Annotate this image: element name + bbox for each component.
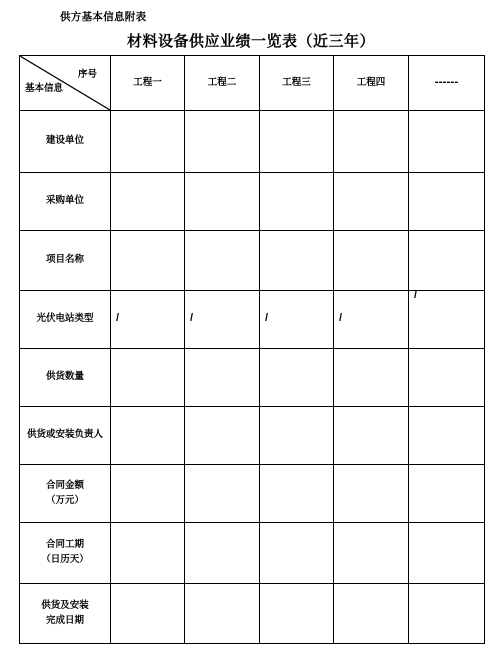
- row-label-pv-station-type: 光伏电站类型: [20, 291, 111, 349]
- row-label-completion-date: 供货及安装 完成日期: [20, 584, 111, 644]
- table-row: [20, 231, 485, 291]
- table-row: [20, 349, 485, 407]
- supply-performance-table: [19, 55, 485, 644]
- row-label-purchasing-unit: 采购单位: [20, 173, 111, 231]
- row-label-contract-amount: 合同金额 （万元）: [20, 465, 111, 523]
- row-label-responsible-person: 供货或安装负责人: [20, 407, 111, 465]
- project-header-2: 工程二: [185, 56, 260, 111]
- table-row: [20, 291, 485, 349]
- pv-type-mark-1: /: [116, 312, 120, 324]
- row-label-contract-period: 合同工期 （日历天）: [20, 523, 111, 584]
- project-header-1: 工程一: [111, 56, 185, 111]
- pv-type-mark-3: /: [265, 312, 269, 324]
- row-label-construction-unit: 建设单位: [20, 111, 111, 173]
- project-header-more: ------: [409, 56, 485, 111]
- row-label-project-name: 项目名称: [20, 231, 111, 291]
- project-header-4: 工程四: [334, 56, 409, 111]
- project-header-3: 工程三: [260, 56, 334, 111]
- table-row: [20, 407, 485, 465]
- corner-label-number: 序号: [77, 69, 97, 80]
- row-label-supply-quantity: 供货数量: [20, 349, 111, 407]
- table-caption: 供方基本信息附表: [60, 11, 147, 23]
- corner-label-basic-info: 基本信息: [25, 83, 64, 95]
- page-title: 材料设备供应业绩一览表（近三年）: [126, 32, 375, 50]
- corner-header-cell: [20, 56, 111, 111]
- table-row: [20, 584, 485, 644]
- table-row: [20, 465, 485, 523]
- pv-type-mark-4: /: [339, 312, 343, 324]
- table-row: [20, 523, 485, 584]
- header-row: [20, 56, 485, 111]
- pv-type-mark-5: /: [414, 289, 418, 301]
- table-row: [20, 173, 485, 231]
- table-row: [20, 111, 485, 173]
- pv-type-mark-2: /: [190, 312, 194, 324]
